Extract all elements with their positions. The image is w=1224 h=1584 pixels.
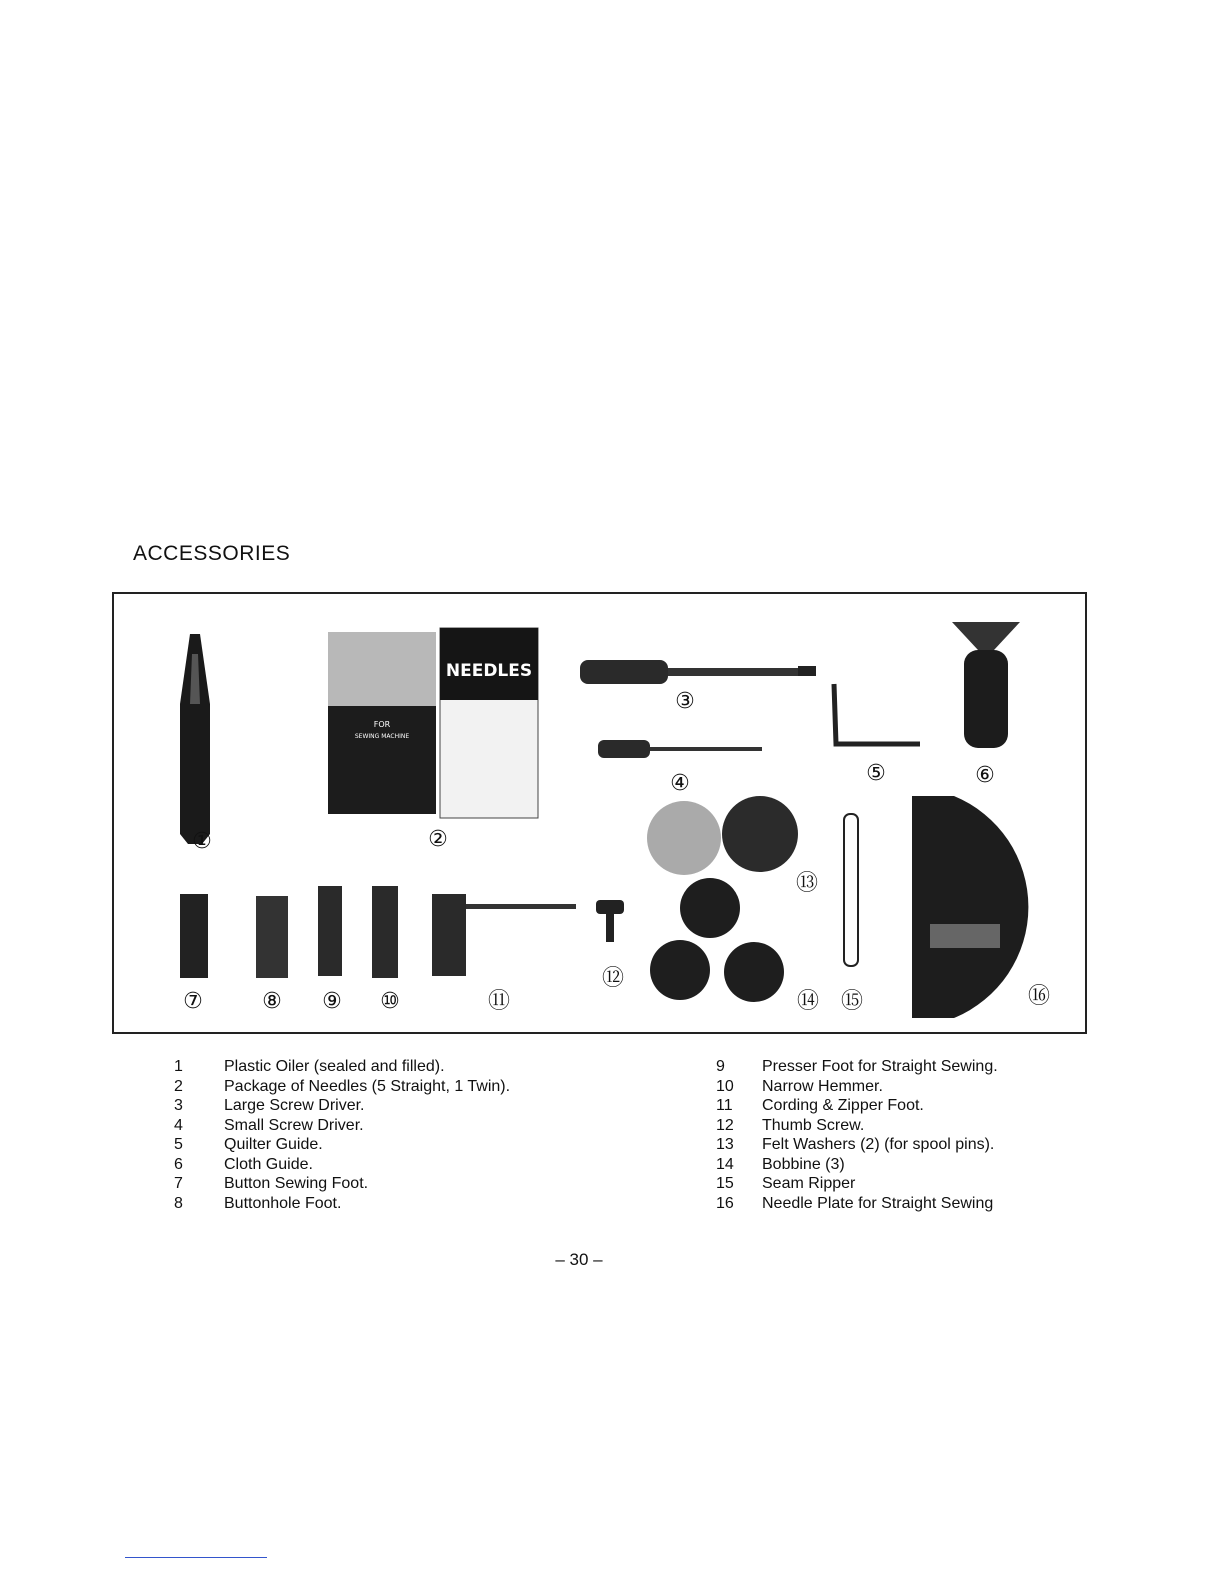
zipper-foot-image	[432, 894, 576, 976]
legend-number: 12	[716, 1116, 734, 1134]
legend-number: 2	[174, 1077, 183, 1095]
legend-text: Plastic Oiler (sealed and filled).	[224, 1058, 445, 1075]
felt-washer-image	[647, 801, 721, 875]
legend-text: Presser Foot for Straight Sewing.	[762, 1058, 998, 1075]
seam-ripper-image	[844, 814, 858, 966]
needle-plate-image	[912, 796, 1028, 1018]
felt-washer-image	[722, 796, 798, 872]
callout-4: ④	[670, 771, 690, 796]
legend-number: 5	[174, 1136, 183, 1153]
legend-item	[716, 1057, 1136, 1077]
legend-text: Bobbine (3)	[762, 1155, 845, 1173]
legend-item	[716, 1194, 1136, 1214]
narrow-hemmer-image	[372, 886, 398, 978]
callout-12: ⑫	[601, 966, 625, 991]
footnote-rule	[125, 1557, 267, 1558]
needles-subtitle-1: FOR	[373, 720, 391, 729]
legend-text: Narrow Hemmer.	[762, 1077, 883, 1095]
legend-item	[716, 1116, 1136, 1136]
legend-item	[716, 1096, 1136, 1116]
legend-number: 1	[174, 1058, 183, 1075]
legend-number: 4	[174, 1116, 183, 1134]
callout-14: ⑭	[796, 989, 820, 1014]
legend-text: Button Sewing Foot.	[224, 1175, 369, 1192]
legend-number: 10	[716, 1077, 734, 1095]
legend-item	[716, 1135, 1136, 1155]
callout-3: ③	[675, 689, 695, 714]
legend-right-column	[716, 1057, 1136, 1213]
legend-item	[716, 1174, 1136, 1194]
legend-number: 11	[716, 1097, 733, 1114]
legend-number: 13	[716, 1136, 734, 1153]
legend-text: Package of Needles (5 Straight, 1 Twin).	[224, 1077, 511, 1095]
callout-8: ⑧	[262, 989, 282, 1014]
needles-package-image	[328, 628, 538, 818]
callout-7: ⑦	[183, 989, 203, 1014]
legend-number: 16	[716, 1194, 734, 1212]
legend-text: Small Screw Driver.	[224, 1116, 364, 1134]
callout-10: ⑩	[380, 989, 400, 1014]
bobbin-image	[650, 940, 710, 1000]
page-number: – 30 –	[555, 1250, 603, 1269]
thumb-screw-image	[596, 900, 624, 942]
accessories-illustration	[114, 594, 1085, 1032]
callout-11: ⑪	[487, 989, 511, 1014]
legend-number: 6	[174, 1155, 183, 1173]
legend-text: Thumb Screw.	[762, 1116, 865, 1134]
straight-foot-image	[318, 886, 342, 976]
legend-text: Cording & Zipper Foot.	[762, 1097, 924, 1114]
legend-number: 8	[174, 1194, 183, 1212]
legend-number: 3	[174, 1097, 183, 1114]
legend-item	[716, 1077, 1136, 1097]
buttonhole-foot-image	[256, 896, 288, 978]
quilter-guide-image	[834, 684, 920, 744]
legend-item	[174, 1155, 594, 1175]
callout-9: ⑨	[322, 989, 342, 1014]
small-screwdriver-image	[598, 740, 762, 758]
legend-number: 7	[174, 1175, 183, 1192]
legend-number: 15	[716, 1175, 734, 1192]
legend-text: Seam Ripper	[762, 1175, 856, 1192]
needles-subtitle-2: SEWING MACHINE	[354, 733, 410, 740]
callout-16: ⑯	[1027, 984, 1051, 1009]
callout-13: ⑬	[795, 871, 819, 896]
legend-text: Felt Washers (2) (for spool pins).	[762, 1136, 995, 1153]
legend-item	[174, 1077, 594, 1097]
bobbin-image	[680, 878, 740, 938]
legend-number: 14	[716, 1155, 734, 1173]
large-screwdriver-image	[580, 660, 816, 684]
callout-6: ⑥	[975, 763, 995, 788]
legend-text: Cloth Guide.	[224, 1155, 313, 1173]
legend-item	[174, 1057, 594, 1077]
callout-5: ⑤	[866, 761, 886, 786]
legend-item	[174, 1135, 594, 1155]
legend-text: Buttonhole Foot.	[224, 1194, 342, 1212]
page-heading: ACCESSORIES	[133, 542, 291, 565]
accessories-figure	[112, 592, 1087, 1034]
legend-item	[174, 1174, 594, 1194]
legend-item	[174, 1096, 594, 1116]
callout-1: ①	[192, 829, 212, 854]
callout-2: ②	[428, 827, 448, 852]
callout-15: ⑮	[840, 989, 864, 1014]
legend-item	[174, 1194, 594, 1214]
legend-left-column	[174, 1057, 594, 1213]
cloth-guide-image	[952, 622, 1020, 748]
legend-number: 9	[716, 1058, 725, 1075]
bobbin-image	[724, 942, 784, 1002]
legend-item	[174, 1116, 594, 1136]
oiler-image	[180, 634, 210, 844]
button-sewing-foot-image	[180, 894, 208, 978]
needles-brand-text: NEEDLES	[445, 661, 533, 681]
legend-text: Quilter Guide.	[224, 1136, 323, 1153]
legend-text: Large Screw Driver.	[224, 1097, 365, 1114]
legend-text: Needle Plate for Straight Sewing	[762, 1194, 994, 1212]
legend-item	[716, 1155, 1136, 1175]
